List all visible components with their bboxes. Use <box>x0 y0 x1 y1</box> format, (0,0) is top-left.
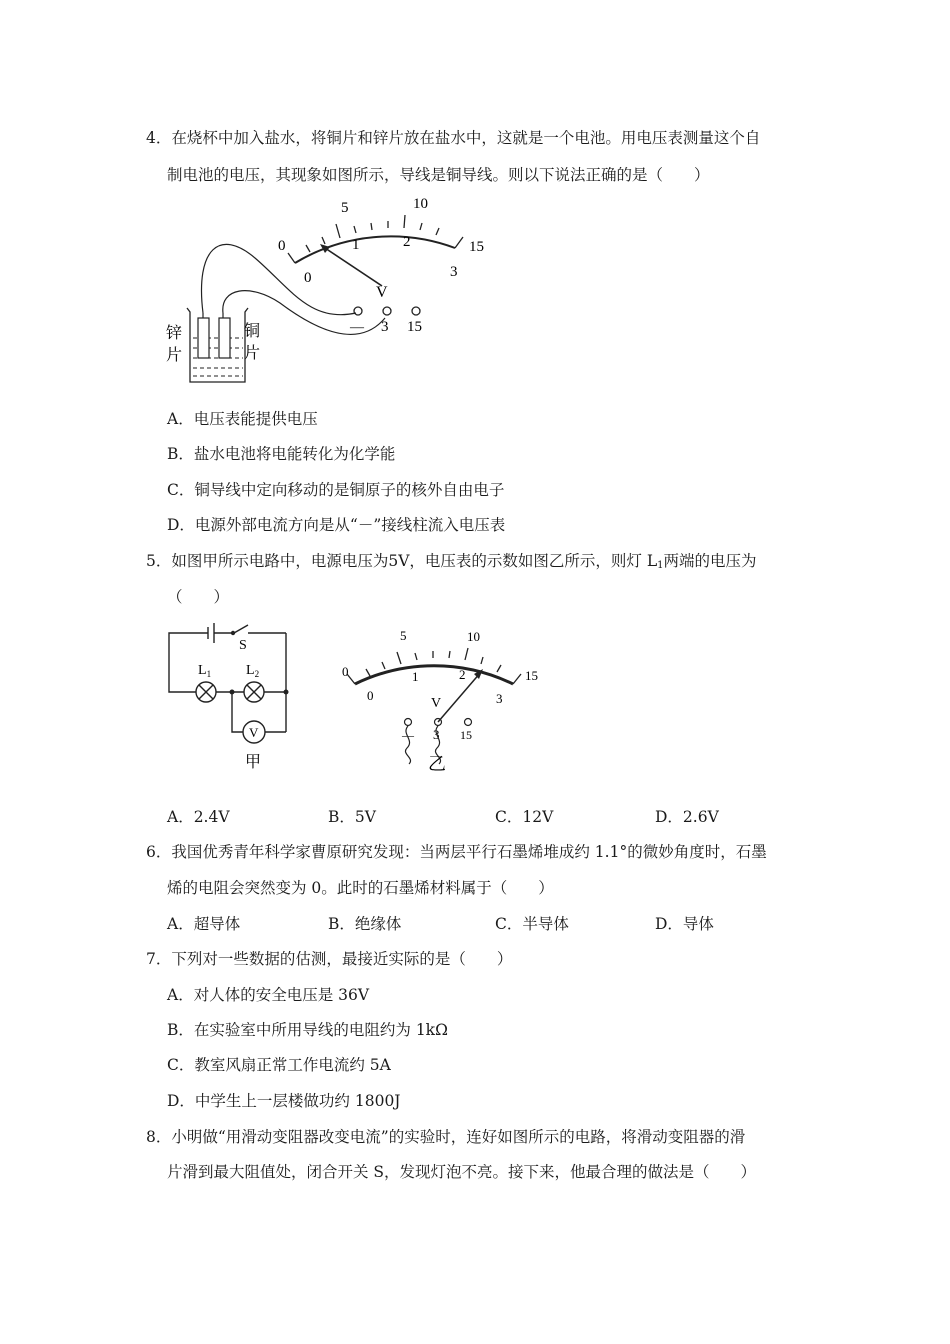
q5-scale-top-5: 5 <box>400 628 407 643</box>
q4-option-b: B．盐水电池将电能转化为化学能 <box>167 445 396 463</box>
q5-caption-jia: 甲 <box>245 754 262 771</box>
q5-scale-bottom-0: 0 <box>367 688 374 703</box>
q6-option-b: B．绝缘体 <box>328 915 402 933</box>
q8-stem-line2: 片滑到最大阻值处，闭合开关 S，发现灯泡不亮。接下来，他最合理的做法是（ ） <box>167 1163 757 1181</box>
q5-scale-bottom-3: 3 <box>496 691 503 706</box>
q4-scale-bottom-2: 2 <box>403 234 411 250</box>
q5-option-c: C．12V <box>495 808 554 826</box>
q4-meter-letter: V <box>376 284 388 301</box>
q4-stem-line1: 4．在烧杯中加入盐水，将铜片和锌片放在盐水中，这就是一个电池。用电压表测量这个自 <box>146 129 761 147</box>
q4-scale-bottom-0: 0 <box>304 270 312 286</box>
q6-option-a: A．超导体 <box>167 915 241 933</box>
q6-option-c: C．半导体 <box>495 915 569 933</box>
q4-terminal-3: 3 <box>381 319 389 335</box>
q4-figure-battery-voltmeter <box>160 188 510 388</box>
q6-option-d: D．导体 <box>655 915 714 933</box>
q6-stem-line1: 6．我国优秀青年科学家曹原研究发现：当两层平行石墨烯堆成约 1.1°的微妙角度时，石墨 <box>146 843 767 861</box>
q8-stem-line1: 8．小明做“用滑动变阻器改变电流”的实验时，连好如图所示的电路，将滑动变阻器的滑 <box>146 1128 746 1146</box>
q4-copper-label-1: 铜 <box>244 323 261 340</box>
q5-circuit-meter-letter: V <box>249 725 259 740</box>
q7-option-c: C．教室风扇正常工作电流约 5A <box>167 1056 391 1074</box>
q5-scale-bottom-1: 1 <box>412 669 419 684</box>
q5-stem-line1: 5．如图甲所示电路中，电源电压为5V，电压表的示数如图乙所示，则灯 $L_1$两端的电压为 <box>146 552 757 571</box>
q7-option-a: A．对人体的安全电压是 36V <box>167 986 370 1004</box>
q5-option-d: D．2.6V <box>655 808 719 826</box>
q5-voltmeter-figure <box>335 622 550 777</box>
q4-zinc-label-2: 片 <box>166 347 183 364</box>
q5-caption-yi: 乙 <box>428 754 446 774</box>
q4-scale-bottom-1: 1 <box>352 237 360 253</box>
q5-switch-label: S <box>239 638 247 653</box>
q5-stem-line2: （ ） <box>167 588 230 606</box>
q4-option-a: A．电压表能提供电压 <box>167 410 318 428</box>
q4-scale-top-5: 5 <box>341 200 349 216</box>
q5-terminal-3: 3 <box>433 727 440 742</box>
q5-meter-letter: V <box>431 696 442 711</box>
q4-terminal-minus: — <box>350 320 364 335</box>
q4-zinc-label-1: 锌 <box>166 325 183 342</box>
q4-scale-top-15: 15 <box>469 239 484 255</box>
q4-scale-top-10: 10 <box>413 196 428 212</box>
q7-option-b: B．在实验室中所用导线的电阻约为 1kΩ <box>167 1021 448 1039</box>
q5-scale-bottom-2: 2 <box>459 667 466 682</box>
q4-scale-bottom-3: 3 <box>450 264 458 280</box>
q5-scale-top-0: 0 <box>342 664 349 679</box>
q7-option-d: D．中学生上一层楼做功约 1800J <box>167 1092 401 1110</box>
q6-stem-line2: 烯的电阻会突然变为 0。此时的石墨烯材料属于（ ） <box>167 879 554 897</box>
q5-scale-top-15: 15 <box>525 668 538 683</box>
q4-terminal-15: 15 <box>407 319 422 335</box>
q4-scale-top-0: 0 <box>278 238 286 254</box>
q4-option-d: D．电源外部电流方向是从“－”接线柱流入电压表 <box>167 516 506 534</box>
q7-stem: 7．下列对一些数据的估测，最接近实际的是（ ） <box>146 950 513 968</box>
q4-stem-line2: 制电池的电压，其现象如图所示，导线是铜导线。则以下说法正确的是（ ） <box>167 166 710 184</box>
q4-option-c: C．铜导线中定向移动的是铜原子的核外自由电子 <box>167 481 505 499</box>
q5-lamp2-label: $L_2$ <box>246 663 260 679</box>
q5-option-b: B．5V <box>328 808 376 826</box>
q5-option-a: A．2.4V <box>167 808 230 826</box>
q5-terminal-minus: — <box>402 728 414 742</box>
q5-terminal-15: 15 <box>460 728 472 742</box>
q5-circuit-figure <box>160 620 300 775</box>
q4-copper-label-2: 片 <box>244 345 261 362</box>
q5-scale-top-10: 10 <box>467 629 480 644</box>
q5-lamp1-label: $L_1$ <box>198 663 212 679</box>
